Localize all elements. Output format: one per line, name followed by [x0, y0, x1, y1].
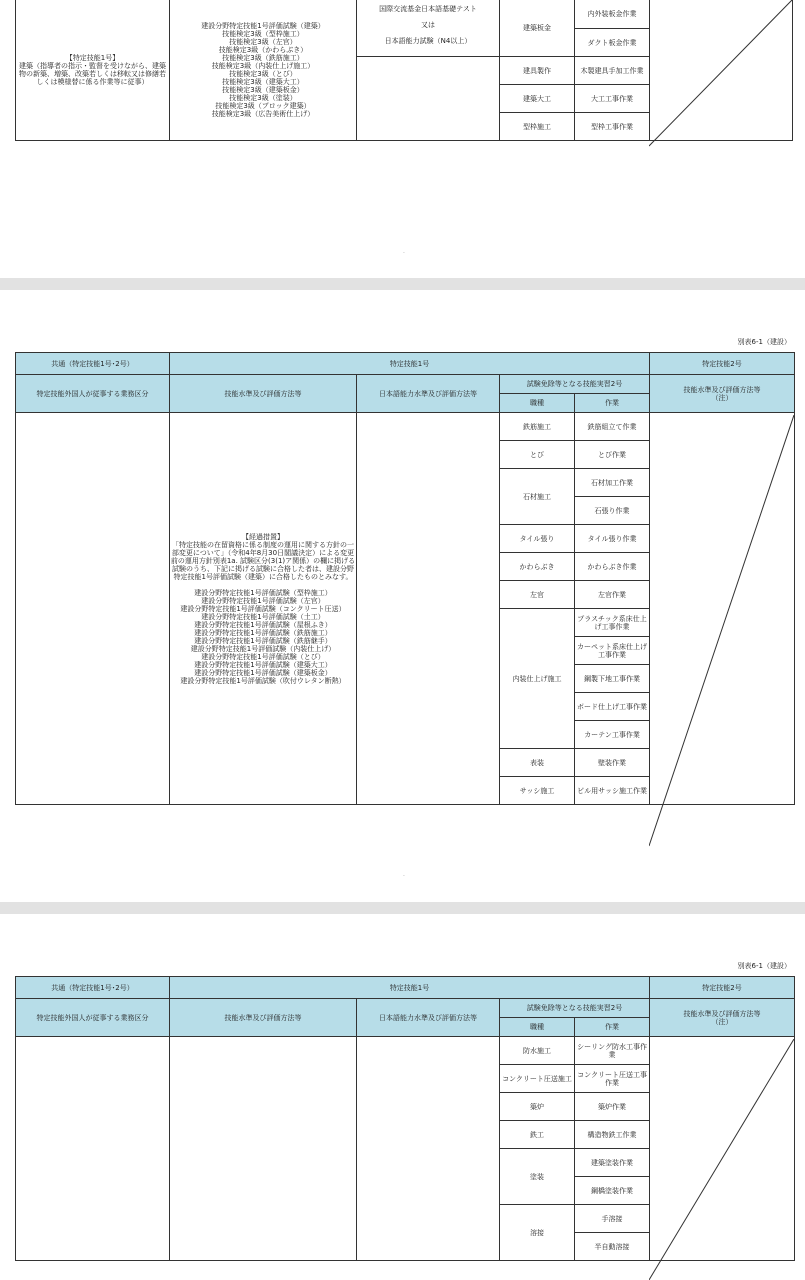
job-cell: 溶接: [500, 1205, 575, 1261]
task-cell: シーリング防水工事作業: [575, 1037, 650, 1065]
job-cell: 内装仕上げ施工: [500, 609, 575, 749]
header-job: 職種: [500, 1018, 575, 1037]
skill-cell: [170, 0, 357, 141]
skill-cell: [170, 1037, 357, 1261]
skill-list-text: 建設分野特定技能1号評価試験（建築） 技能検定3級（型枠施工） 技能検定3級（左官） 技能検定3級（かわらぶき） 技能検定3級（鉄筋施工） 技能検定3級（内装仕上げ施工） 技能検定3級（とび） 技能検定3級（建築大工） 技能検定3級（建築板金） 技能検定3級（塗装） 技能検定3級（ブロック建築） 技能検定3級（広告美術仕上げ）: [201, 21, 325, 118]
task-cell: 半自動溶接: [575, 1233, 650, 1261]
task-cell: ボード仕上げ工事作業: [575, 693, 650, 721]
task-cell: カーペット系床仕上げ工事作業: [575, 637, 650, 665]
header-skill: 技能水準及び評価方法等: [170, 999, 357, 1037]
page-gap: [0, 902, 805, 914]
task-cell: 鋼製下地工事作業: [575, 665, 650, 693]
job-cell: 建具製作: [500, 57, 575, 85]
header-skill2: 技能水準及び評価方法等 （注）: [650, 375, 795, 413]
language-test-1: 国際交流基金日本語基礎テスト: [379, 5, 477, 13]
task-cell: ビル用サッシ施工作業: [575, 777, 650, 805]
page-marker: ·: [403, 873, 405, 880]
task-cell: コンクリート圧送工事作業: [575, 1065, 650, 1093]
task-cell: 鋼橋塗装作業: [575, 1177, 650, 1205]
task-cell: 左官作業: [575, 581, 650, 609]
header-exempt: 試験免除等となる技能実習2号: [500, 375, 650, 394]
job-cell: 左官: [500, 581, 575, 609]
page-2: [0, 290, 805, 902]
job-cell: 建築板金: [500, 0, 575, 57]
job-cell: サッシ施工: [500, 777, 575, 805]
job-cell: 表装: [500, 749, 575, 777]
job-cell: 築炉: [500, 1093, 575, 1121]
task-cell: 石材加工作業: [575, 469, 650, 497]
header-lang: 日本語能力水準及び評価方法等: [357, 375, 500, 413]
language-cell: [357, 413, 500, 805]
page-marker: ·: [403, 250, 405, 257]
task-cell: 内外装板金作業: [575, 0, 650, 29]
work-category-text: 【特定技能1号】 建築（指導者の指示・監督を受けながら、建築物の新築、増築、改築若しくは移転又は修繕若しくは模様替に係る作業等に従事）: [19, 53, 166, 86]
appendix-label: 別表6-1（建設）: [737, 338, 791, 346]
page-gap: [0, 278, 805, 290]
header-ssw2: 特定技能2号: [650, 353, 795, 375]
task-cell: 鉄筋組立て作業: [575, 413, 650, 441]
task-cell: 手溶接: [575, 1205, 650, 1233]
language-cell-empty: [357, 57, 500, 141]
header-common: 共通（特定技能1号･2号）: [16, 353, 170, 375]
task-cell: カーテン工事作業: [575, 721, 650, 749]
header-skill2: 技能水準及び評価方法等 （注）: [650, 999, 795, 1037]
job-cell: タイル張り: [500, 525, 575, 553]
diagonal-line: [649, 1039, 794, 1280]
header-ssw2: 特定技能2号: [650, 977, 795, 999]
task-cell: 石張り作業: [575, 497, 650, 525]
job-cell: かわらぶき: [500, 553, 575, 581]
job-cell: 塗装: [500, 1149, 575, 1205]
header-work: 特定技能外国人が従事する業務区分: [16, 999, 170, 1037]
job-cell: 鉄筋施工: [500, 413, 575, 441]
transitional-measures-text: 【経過措置】 「特定技能の在留資格に係る制度の運用に関する方針の一部変更について」（令和4年8月30日閣議決定）による変更前の運用方針別表1a. 試験区分(3(1)ア関係）の欄に掲げる試験のうち、下記に掲げる試験に合格した者は、建設分野特定技能1号評価試験（建築）に合格したものとみなす。 建設分野特定技能1号評価試験（型枠施工） 建設分野特定技能1号評価試験（左官） 建設分野特定技能1号評価試験（コンクリート圧送） 建設分野特定技能1号評価試験（土工） 建設分野特定技能1号評価試験（屋根ふき） 建設分野特定技能1号評価試験（鉄筋施工） 建設分野特定技能1号評価試験（鉄筋継手） 建設分野特定技能1号評価試験（内装仕上げ） 建設分野特定技能1号評価試験（とび） 建設分野特定技能1号評価試験（建築大工） 建設分野特定技能1号評価試験（建築板金） 建設分野特定技能1号評価試験（吹付ウレタン断熱）: [170, 532, 356, 685]
language-test-2: 日本語能力試験（N4以上）: [384, 37, 472, 45]
diagonal-line: [649, 0, 792, 148]
task-cell: 建築塗装作業: [575, 1149, 650, 1177]
header-ssw1: 特定技能1号: [170, 353, 650, 375]
task-cell: とび作業: [575, 441, 650, 469]
task-cell: 築炉作業: [575, 1093, 650, 1121]
language-or: 又は: [421, 21, 435, 29]
page-3: [0, 914, 805, 1280]
header-lang: 日本語能力水準及び評価方法等: [357, 999, 500, 1037]
work-category-cell: [16, 0, 170, 141]
appendix-label: 別表6-1（建設）: [737, 962, 791, 970]
job-cell: コンクリート圧送施工: [500, 1065, 575, 1093]
diagonal-line: [649, 415, 794, 848]
task-cell: タイル張り作業: [575, 525, 650, 553]
header-job: 職種: [500, 394, 575, 413]
task-cell: 木製建具手加工作業: [575, 57, 650, 85]
header-skill: 技能水準及び評価方法等: [170, 375, 357, 413]
header-task: 作業: [575, 1018, 650, 1037]
job-cell: 鉄工: [500, 1121, 575, 1149]
header-common: 共通（特定技能1号･2号）: [16, 977, 170, 999]
task-cell: 構造物鉄工作業: [575, 1121, 650, 1149]
work-category-cell: [16, 1037, 170, 1261]
task-cell: 壁装作業: [575, 749, 650, 777]
header-task: 作業: [575, 394, 650, 413]
task-cell: 大工工事作業: [575, 85, 650, 113]
task-cell: プラスチック系床仕上げ工事作業: [575, 609, 650, 637]
task-cell: かわらぶき作業: [575, 553, 650, 581]
task-cell: ダクト板金作業: [575, 29, 650, 57]
header-exempt: 試験免除等となる技能実習2号: [500, 999, 650, 1018]
work-category-cell: [16, 413, 170, 805]
language-cell: [357, 1037, 500, 1261]
job-cell: 石材施工: [500, 469, 575, 525]
job-cell: 型枠施工: [500, 113, 575, 141]
job-cell: 防水施工: [500, 1037, 575, 1065]
language-cell: [357, 0, 500, 57]
job-cell: 建築大工: [500, 85, 575, 113]
job-cell: とび: [500, 441, 575, 469]
skill-cell: [170, 413, 357, 805]
page-1: [0, 0, 805, 278]
header-work: 特定技能外国人が従事する業務区分: [16, 375, 170, 413]
header-ssw1: 特定技能1号: [170, 977, 650, 999]
task-cell: 型枠工事作業: [575, 113, 650, 141]
